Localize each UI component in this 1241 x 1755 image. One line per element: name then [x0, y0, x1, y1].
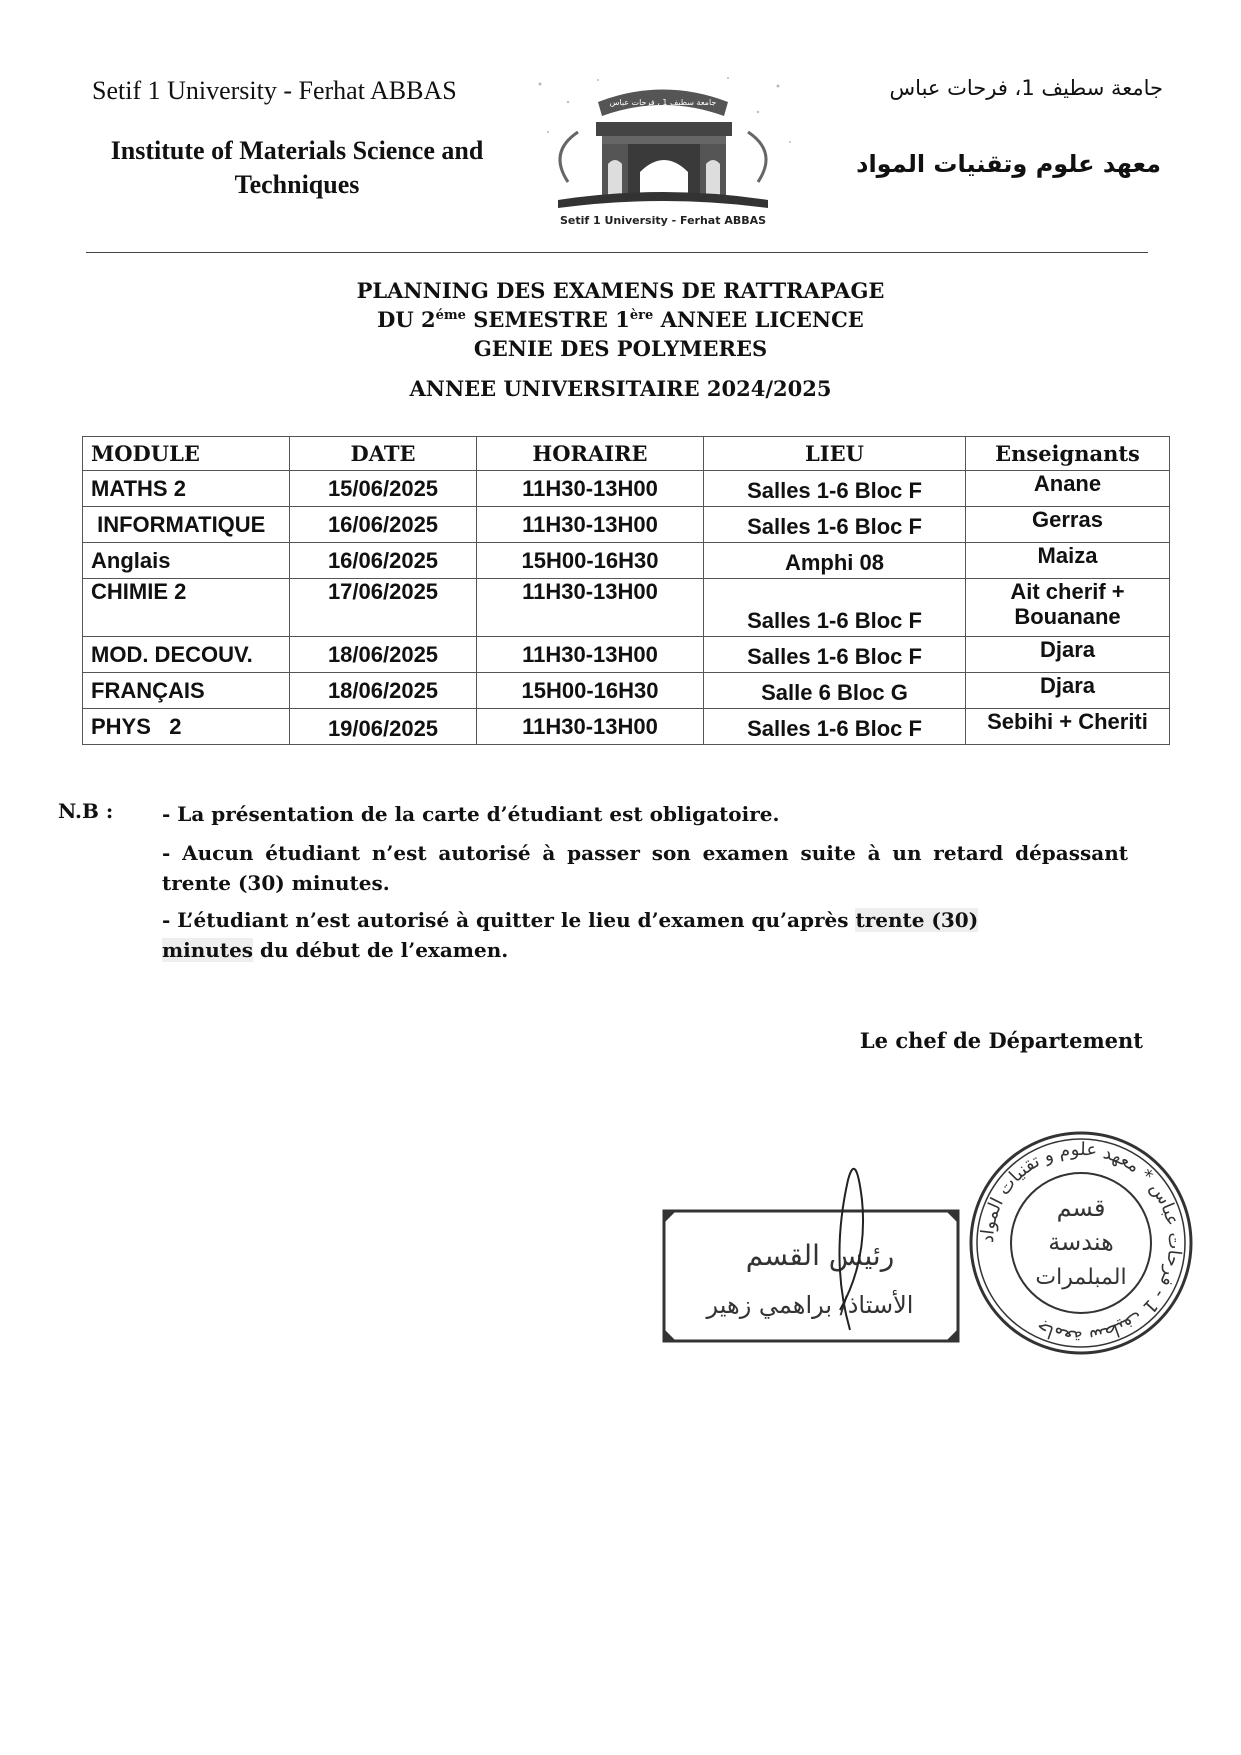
- cell-horaire: 11H30-13H00: [477, 709, 704, 745]
- stamp-center-line3: المبلمرات: [1035, 1265, 1127, 1290]
- doc-title-line1: PLANNING DES EXAMENS DE RATTRAPAGE: [356, 278, 885, 303]
- cell-lieu: Salles 1-6 Bloc F: [704, 709, 966, 745]
- stamp-ring-text: جامعة سطيف 1 - فرحات عباس * معهد علوم و تقنيات المواد: [976, 1138, 1186, 1348]
- doc-title-line2: DU $2^{éme}$ SEMESTRE 1ère ANNEE LICENCE: [377, 307, 864, 332]
- cell-horaire: 11H30-13H00: [477, 579, 704, 637]
- note-2: - Aucun étudiant n’est autorisé à passer son examen suite à un retard dépassant trente (30) minutes.: [162, 841, 1128, 895]
- handwritten-signature: [820, 1140, 880, 1340]
- institute-name-en: Institute of Materials Science and Techniques: [110, 136, 484, 199]
- note-3: - L’étudiant n’est autorisé à quitter le lieu d’examen qu’après trente (30) minutes du début de l’examen.: [162, 908, 979, 962]
- cell-enseignants: Djara: [966, 673, 1170, 709]
- table-row: [83, 507, 1170, 543]
- cell-lieu: Salles 1-6 Bloc F: [704, 471, 966, 507]
- cell-horaire: 11H30-13H00: [477, 507, 704, 543]
- department-head-stamp: [660, 1205, 962, 1347]
- header-date: DATE: [290, 437, 477, 471]
- cell-lieu: Salles 1-6 Bloc F: [704, 507, 966, 543]
- cell-lieu: Salle 6 Bloc G: [704, 673, 966, 709]
- header-divider: [86, 252, 1148, 253]
- cell-enseignants: Sebihi + Cheriti: [966, 709, 1170, 745]
- cell-module: FRANÇAIS: [83, 673, 290, 709]
- cell-horaire: 11H30-13H00: [477, 471, 704, 507]
- cell-lieu: Salles 1-6 Bloc F: [704, 579, 966, 637]
- cell-date: 18/06/2025: [290, 673, 477, 709]
- cell-module: PHYS 2: [83, 709, 290, 745]
- university-name-en: Setif 1 University - Ferhat ABBAS: [92, 76, 457, 105]
- department-head-label: Le chef de Département: [859, 1028, 1143, 1053]
- header-enseignants: Enseignants: [966, 437, 1170, 471]
- cell-date: 19/06/2025: [290, 709, 477, 745]
- header-lieu: LIEU: [704, 437, 966, 471]
- cell-enseignants: Maiza: [966, 543, 1170, 579]
- cell-enseignants: Djara: [966, 637, 1170, 673]
- header-horaire: HORAIRE: [477, 437, 704, 471]
- university-name-ar: جامعة سطيف 1، فرحات عباس: [889, 76, 1163, 100]
- table-row: [83, 709, 1170, 745]
- cell-date: 15/06/2025: [290, 471, 477, 507]
- cell-horaire: 11H30-13H00: [477, 637, 704, 673]
- table-row: [83, 543, 1170, 579]
- stamp-name: الأستاذ/ براهمي زهير: [706, 1291, 914, 1319]
- cell-module: MOD. DECOUV.: [83, 637, 290, 673]
- cell-enseignants: Ait cherif + Bouanane: [966, 579, 1170, 637]
- stamp-center-line1: قسم: [1056, 1194, 1106, 1222]
- exam-schedule-table: [82, 436, 1170, 745]
- cell-date: 16/06/2025: [290, 507, 477, 543]
- cell-enseignants: Anane: [966, 471, 1170, 507]
- table-header-row: [83, 437, 1170, 471]
- doc-title-line3: GENIE DES POLYMERES: [473, 336, 768, 361]
- academic-year: ANNEE UNIVERSITAIRE 2024/2025: [409, 376, 832, 401]
- institute-name-ar: معهد علوم وتقنيات المواد: [856, 150, 1161, 178]
- cell-lieu: Salles 1-6 Bloc F: [704, 637, 966, 673]
- cell-module: CHIMIE 2: [83, 579, 290, 637]
- cell-enseignants: Gerras: [966, 507, 1170, 543]
- cell-module: Anglais: [83, 543, 290, 579]
- logo-caption: Setif 1 University - Ferhat ABBAS: [559, 214, 767, 227]
- cell-date: 17/06/2025: [290, 579, 477, 637]
- table-row: [83, 637, 1170, 673]
- cell-date: 16/06/2025: [290, 543, 477, 579]
- table-row: [83, 579, 1170, 637]
- nb-label: N.B :: [58, 799, 114, 823]
- header-module: MODULE: [83, 437, 290, 471]
- table-row: [83, 471, 1170, 507]
- stamp-title: رئيس القسم: [745, 1239, 895, 1272]
- note-1: - La présentation de la carte d’étudiant est obligatoire.: [162, 802, 780, 826]
- cell-horaire: 15H00-16H30: [477, 673, 704, 709]
- cell-lieu: Amphi 08: [704, 543, 966, 579]
- cell-horaire: 15H00-16H30: [477, 543, 704, 579]
- university-logo: [528, 72, 798, 230]
- logo-banner-text: جامعة سطيف 1 ، فرحات عباس: [609, 98, 717, 107]
- cell-module: INFORMATIQUE: [83, 507, 290, 543]
- cell-module: MATHS 2: [83, 471, 290, 507]
- stamp-center-line2: هندسة: [1048, 1228, 1114, 1256]
- cell-date: 18/06/2025: [290, 637, 477, 673]
- table-row: [83, 673, 1170, 709]
- institute-round-stamp: [966, 1128, 1196, 1358]
